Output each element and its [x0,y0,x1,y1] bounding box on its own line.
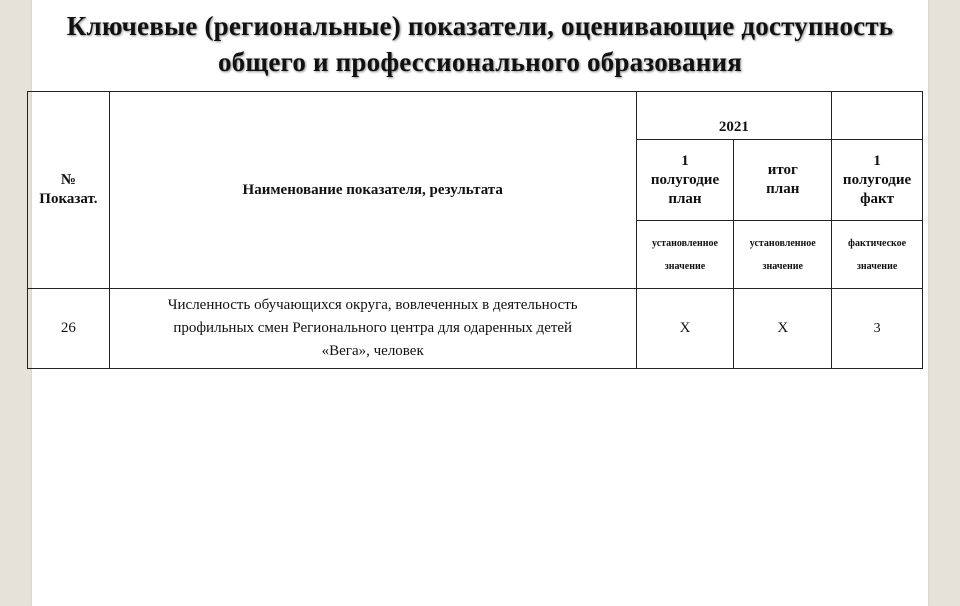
header-col3-value-type-line-1: фактическое [848,237,907,249]
header-col1-value-type-line-1: установленное [652,237,718,249]
header-col1-value-type-line-2: значение [664,260,706,272]
row-name-line-1: Численность обучающихся округа, вовлеченных в деятельность [167,297,578,313]
header-col3-line-3: факт [860,190,894,207]
header-name-text: Наименование показателя, результата [242,181,503,198]
header-name [109,92,636,289]
header-year [636,92,832,140]
title-line-2: общего и профессионального образования [217,47,743,77]
header-col1-line-3: план [668,190,702,207]
row-fact-half-text: 3 [873,320,881,336]
header-col3-line-2: полугодие [842,171,912,188]
header-col3 [832,140,923,221]
row-number-text: 26 [60,320,76,336]
header-col2-value-type-line-2: значение [762,260,803,272]
header-col1-line-1: 1 [681,152,689,169]
row-name [109,289,636,369]
table-row [28,289,923,369]
row-number [28,289,110,369]
document-title [32,8,928,80]
header-col3-value-type-line-2: значение [856,260,898,272]
header-year-empty [832,92,923,140]
header-col2-line-2: план [766,181,800,197]
header-col3-value-type [832,221,923,289]
row-fact-half [832,289,923,369]
header-number-line-1: № [60,172,76,188]
header-col2-line-1: итог [767,162,798,178]
row-plan-total-text: Х [777,320,789,336]
header-number-line-2: Показат. [39,191,98,207]
document-page [32,0,928,606]
row-plan-half-text: Х [679,320,691,336]
header-number [28,92,110,289]
header-year-text: 2021 [718,119,749,135]
header-col2-value-type [734,221,832,289]
header-col2-value-type-line-1: установленное [749,237,816,249]
header-row-year [28,92,923,140]
header-col1-value-type [636,221,734,289]
indicators-table [27,91,923,369]
row-plan-half [636,289,734,369]
row-name-line-3: «Вега», человек [321,343,424,359]
header-col3-line-1: 1 [873,152,881,169]
header-col1 [636,140,734,221]
header-col2 [734,140,832,221]
header-col1-line-2: полугодие [650,171,720,188]
row-name-line-2: профильных смен Регионального центра для одаренных детей [173,320,573,336]
title-line-1: Ключевые (региональные) показатели, оценивающие доступность [66,11,894,41]
row-plan-total [734,289,832,369]
